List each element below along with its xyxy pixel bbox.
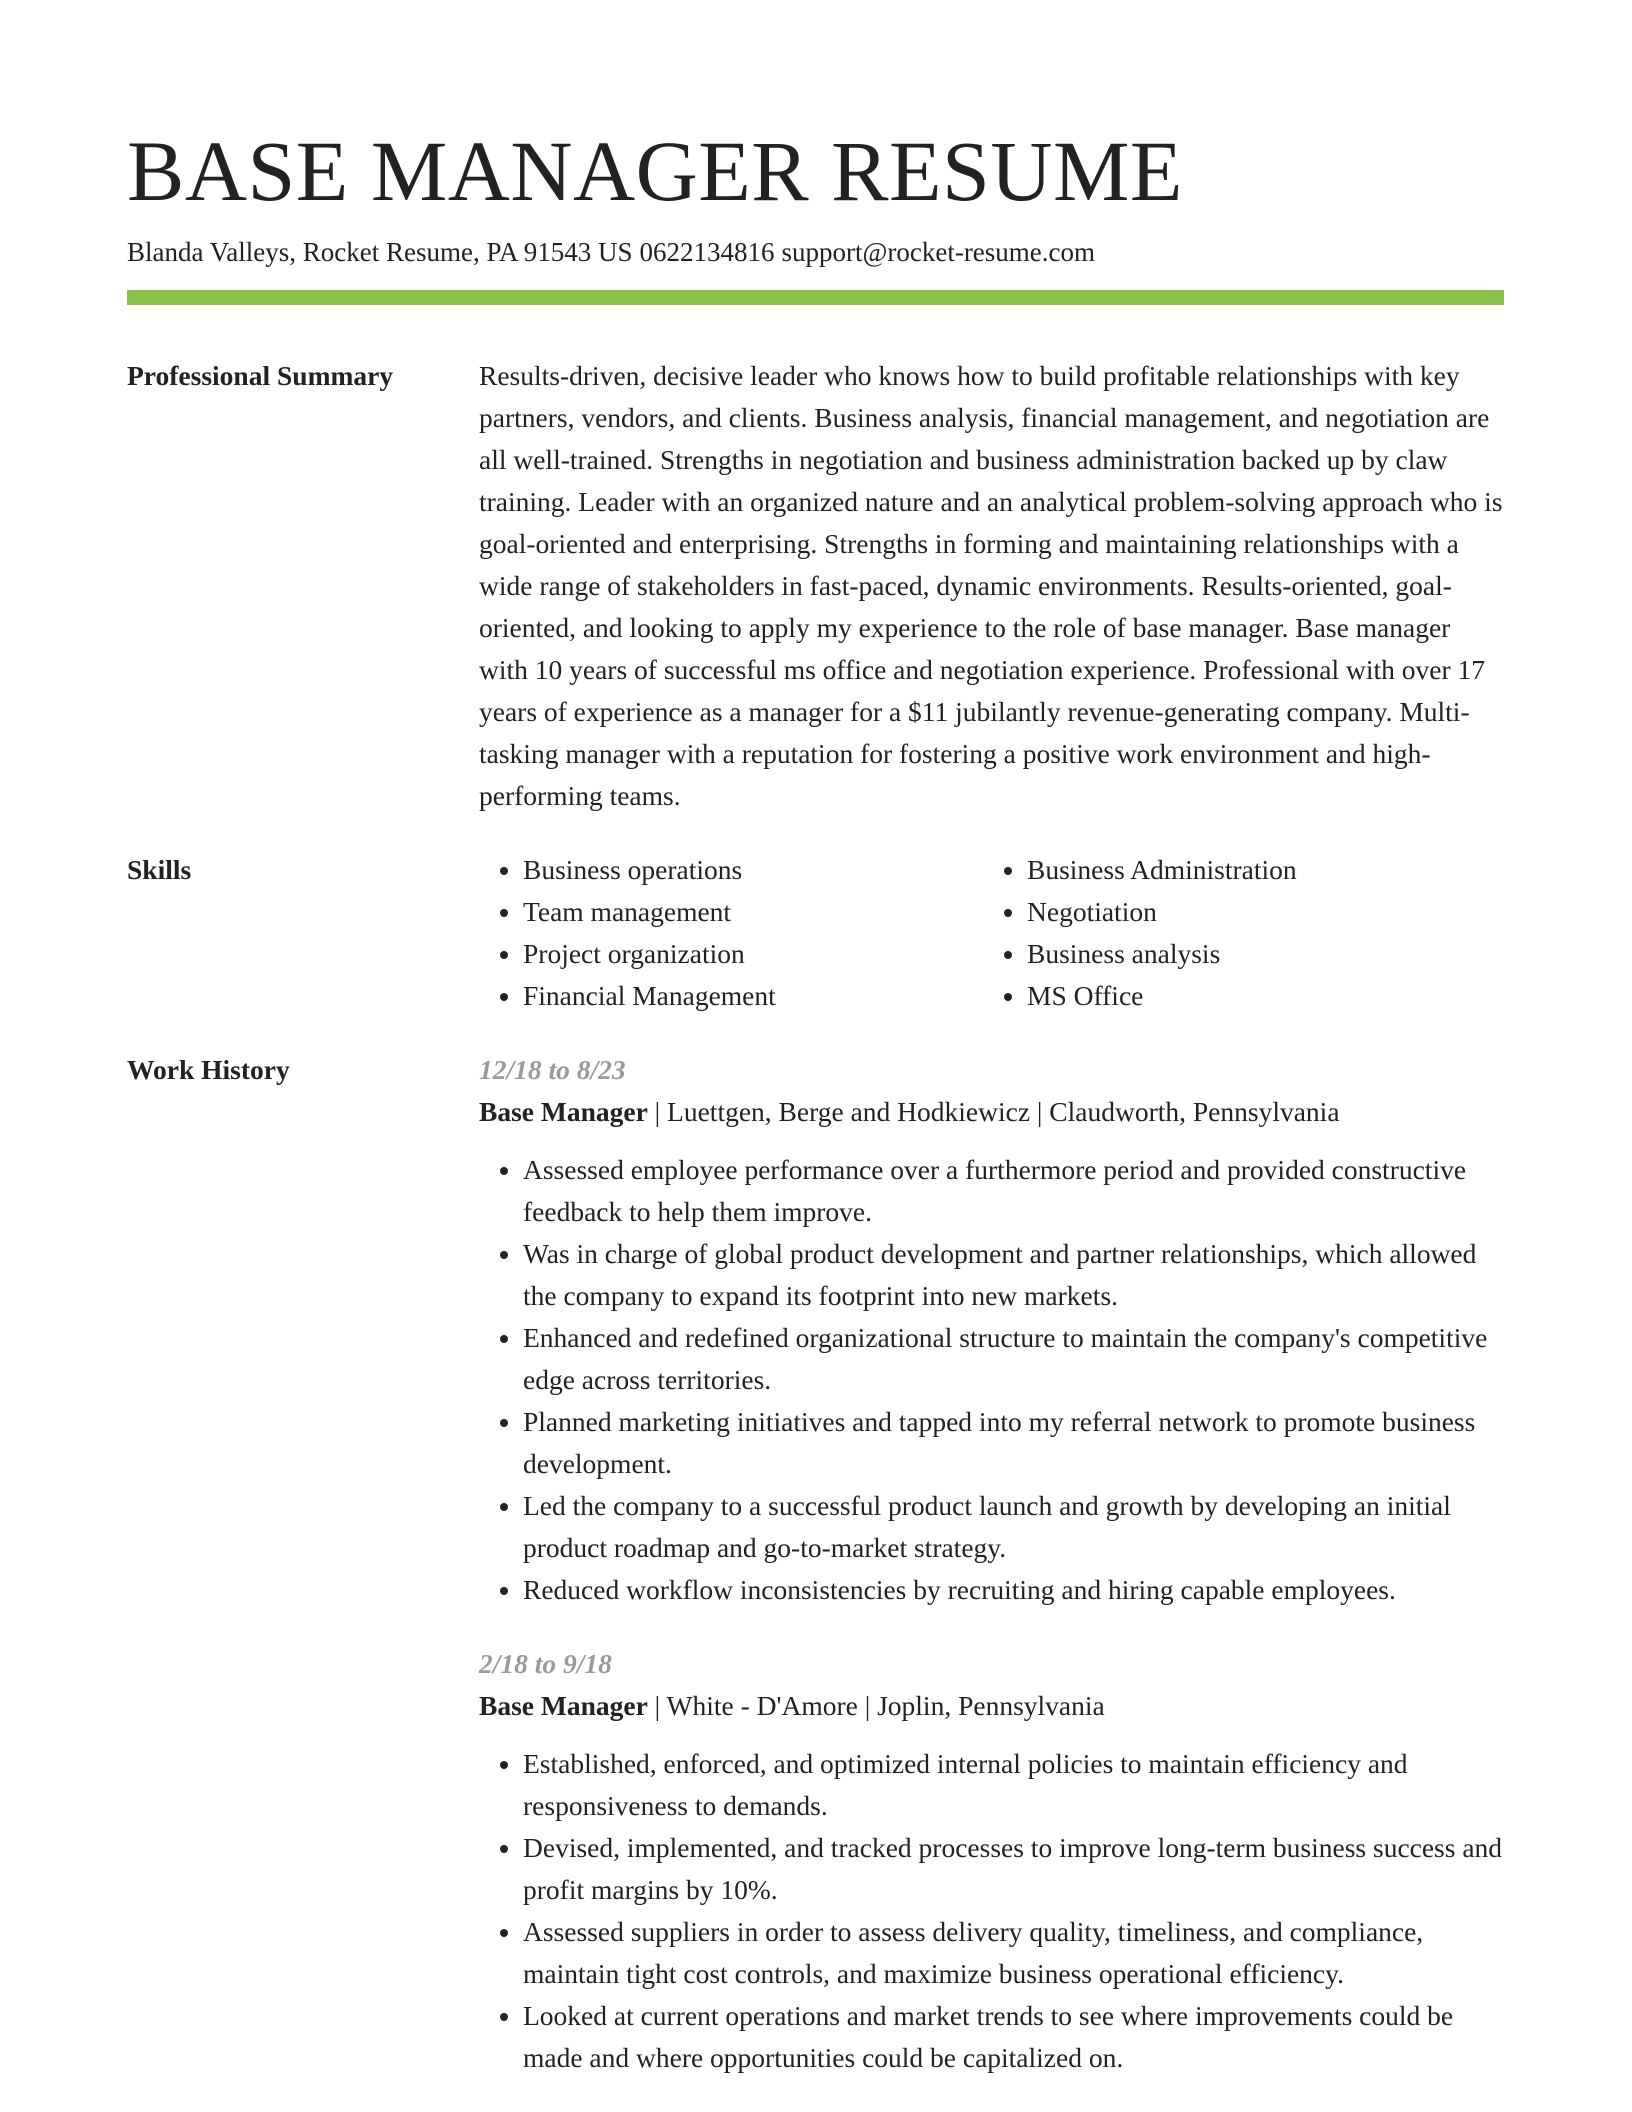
resume-title: BASE MANAGER RESUME [127,123,1183,219]
job-bullet: • Enhanced and redefined organizational structure to maintain the company's competitive edge across territories. [523,1317,1504,1401]
job-heading [479,1091,1504,1133]
work-history-section [127,1049,1504,2111]
skill-item: • MS Office [1027,975,1487,1017]
job-bullet: • Reduced workflow inconsistencies by recruiting and hiring capable employees. [523,1569,1504,1611]
skills-list-left [479,849,983,1017]
job-bullet: • Planned marketing initiatives and tapped into my referral network to promote business development. [523,1401,1504,1485]
accent-divider [127,290,1504,305]
job-bullet: • Was in charge of global product development and partner relationships, which allowed the company to expand its footprint into new markets. [523,1233,1504,1317]
skills-grid [479,849,1504,1017]
job-entry [479,1643,1504,2079]
job-bullet: • Established, enforced, and optimized internal policies to maintain efficiency and responsiveness to demands. [523,1743,1504,1827]
job-details: | White - D'Amore | Joplin, Pennsylvania [647,1690,1105,1721]
job-details: | Luettgen, Berge and Hodkiewicz | Claudworth, Pennsylvania [647,1096,1340,1127]
job-entry [479,1049,1504,1611]
job-bullet: • Led the company to a successful product launch and growth by developing an initial product roadmap and go-to-market strategy. [523,1485,1504,1569]
section-label-work: Work History [127,1054,290,1085]
job-bullets [479,1149,1504,1611]
section-label-skills: Skills [127,854,192,885]
skill-item: • Financial Management [523,975,983,1017]
professional-summary-section [127,355,1504,817]
summary-text: Results-driven, decisive leader who knows how to build profitable relationships with key partners, vendors, and clients. Business analysis, financial management, and negotiation are all well-trained. Strengths in negotiation and business administration backed up by claw training. Leader with an organized nature and an analytical problem-solving approach who is goal-oriented and enterprising. Strengths in forming and maintaining relationships with a wide range of stakeholders in fast-paced, dynamic environments. Results-oriented, goal-oriented, and looking to apply my experience to the role of base manager. Base manager with 10 years of successful ms office and negotiation experience. Professional with over 17 years of experience as a manager for a $11 jubilantly revenue-generating company. Multi-tasking manager with a reputation for fostering a positive work environment and high-performing teams. [479,360,1503,811]
skills-list-right [983,849,1487,1017]
job-dates: 12/18 to 8/23 [479,1054,626,1085]
job-bullet: • Assessed employee performance over a furthermore period and provided constructive feedback to help them improve. [523,1149,1504,1233]
skills-section [127,849,1504,1017]
skill-item: • Business Administration [1027,849,1487,891]
job-bullet: • Assessed suppliers in order to assess delivery quality, timeliness, and compliance, maintain tight cost controls, and maximize business operational efficiency. [523,1911,1504,1995]
job-dates: 2/18 to 9/18 [479,1648,612,1679]
contact-phone: 0622134816 [639,237,775,267]
job-bullet: • Devised, implemented, and tracked processes to improve long-term business success and profit margins by 10%. [523,1827,1504,1911]
job-bullets [479,1743,1504,2079]
skill-item: • Negotiation [1027,891,1487,933]
job-title: Base Manager [479,1690,648,1721]
skill-item: • Business operations [523,849,983,891]
job-heading [479,1685,1504,1727]
job-bullet: • Looked at current operations and market trends to see where improvements could be made and where opportunities could be capitalized on. [523,1995,1504,2079]
contact-address: Blanda Valleys, Rocket Resume, PA 91543 US [127,237,633,267]
job-title: Base Manager [479,1096,648,1127]
skill-item: • Project organization [523,933,983,975]
contact-email: support@rocket-resume.com [781,237,1096,267]
contact-line [127,234,1504,270]
skill-item: • Business analysis [1027,933,1487,975]
skill-item: • Team management [523,891,983,933]
resume-page [127,118,1504,2111]
section-label-summary: Professional Summary [127,360,394,391]
